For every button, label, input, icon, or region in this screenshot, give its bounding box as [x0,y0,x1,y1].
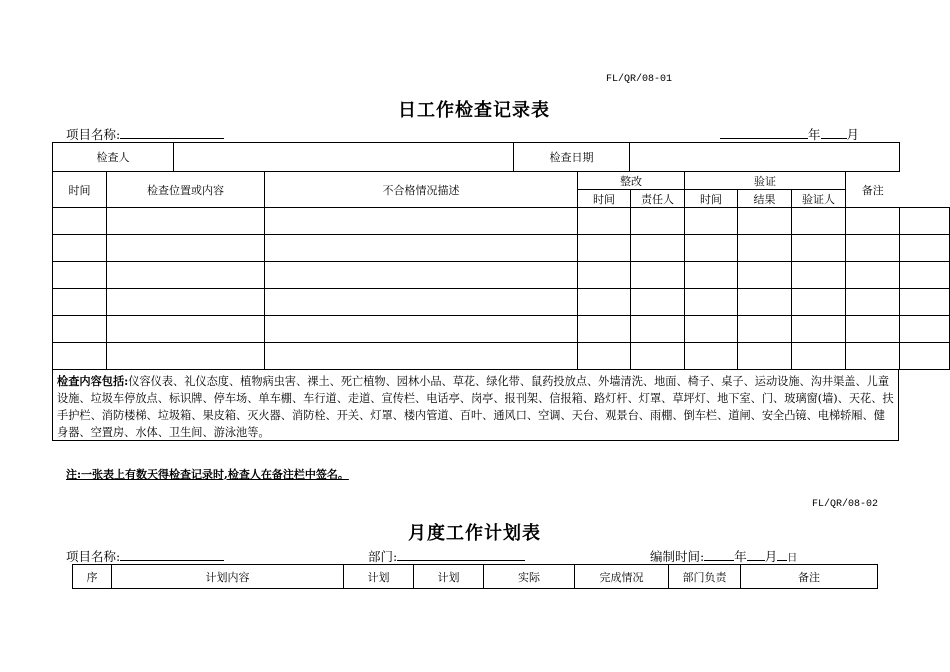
compile-month-label: 月 [764,549,778,564]
compile-day-label: 日 [787,553,798,564]
header-verify-time: 时间 [685,190,738,208]
table-cell[interactable] [578,289,631,316]
check-date-field[interactable] [630,143,900,172]
table-cell[interactable] [846,208,900,235]
table-cell[interactable] [53,262,107,289]
year-label: 年 [808,127,821,142]
form-code-1: FL/QR/08-01 [606,74,673,85]
table-cell[interactable] [846,289,900,316]
table-cell[interactable] [265,316,578,343]
table-cell[interactable] [900,262,950,289]
plan-table [72,564,878,589]
table-cell[interactable] [738,289,792,316]
table-cell[interactable] [578,235,631,262]
table-cell[interactable] [107,208,265,235]
table-cell[interactable] [53,343,107,370]
table-row [53,289,950,316]
month-label: 月 [846,127,860,142]
table-cell[interactable] [53,316,107,343]
header-responsible: 责任人 [631,190,685,208]
table-cell[interactable] [738,316,792,343]
table-cell[interactable] [900,235,950,262]
form-note: 注:一张表上有数天得检查记录时,检查人在备注栏中签名。 [66,468,349,481]
table-cell[interactable] [265,343,578,370]
table-cell[interactable] [900,208,950,235]
table-cell[interactable] [685,208,738,235]
table-cell[interactable] [53,289,107,316]
table-cell[interactable] [265,208,578,235]
compile-month-field[interactable] [747,548,765,561]
header-rectify: 整改 [578,172,685,190]
header-nonconform: 不合格情况描述 [265,172,578,208]
table-cell[interactable] [631,262,685,289]
table-row [53,316,950,343]
project-name-field[interactable] [120,126,224,139]
table-cell[interactable] [265,262,578,289]
project-name-label: 项目名称: [66,127,121,142]
header-verifier: 验证人 [792,190,846,208]
plan-header-dept-owner: 部门负责 [669,565,741,589]
table-cell[interactable] [265,235,578,262]
table-row [53,343,950,370]
table-cell[interactable] [792,208,846,235]
table-cell[interactable] [900,343,950,370]
header-location: 检查位置或内容 [107,172,265,208]
table-row [53,235,950,262]
dept-row [368,547,525,565]
check-date-label: 检查日期 [514,143,630,172]
inspector-label: 检查人 [53,143,174,172]
table-cell[interactable] [846,235,900,262]
header-rectify-time: 时间 [578,190,631,208]
project-name-field-2[interactable] [120,548,224,561]
year-field[interactable] [720,126,808,139]
header-remark: 备注 [846,172,900,208]
table-cell[interactable] [107,343,265,370]
table-cell[interactable] [107,262,265,289]
table-cell[interactable] [53,208,107,235]
table-cell[interactable] [631,235,685,262]
plan-header-plan-b: 计划 [414,565,484,589]
plan-header-plan-a: 计划 [344,565,414,589]
compile-day-field[interactable] [777,548,787,561]
table-cell[interactable] [738,235,792,262]
table-cell[interactable] [685,262,738,289]
table-cell[interactable] [792,316,846,343]
table-cell[interactable] [685,235,738,262]
table-cell[interactable] [107,316,265,343]
table-cell[interactable] [792,289,846,316]
table-cell[interactable] [685,289,738,316]
table-cell[interactable] [631,208,685,235]
inspector-field[interactable] [174,143,514,172]
table-cell[interactable] [900,289,950,316]
form-title-1: 日工作检查记录表 [398,100,550,121]
compile-time-row [650,547,797,565]
table-cell[interactable] [792,262,846,289]
table-cell[interactable] [578,316,631,343]
table-cell[interactable] [578,262,631,289]
plan-header-actual: 实际 [484,565,575,589]
plan-header-completion: 完成情况 [575,565,669,589]
table-cell[interactable] [900,316,950,343]
table-cell[interactable] [792,235,846,262]
compile-year-field[interactable] [704,548,734,561]
inspector-table [52,142,900,172]
inspection-table [52,171,950,370]
table-cell[interactable] [631,343,685,370]
table-cell[interactable] [685,316,738,343]
table-cell[interactable] [631,289,685,316]
plan-header-content: 计划内容 [112,565,344,589]
header-time: 时间 [53,172,107,208]
table-cell[interactable] [846,262,900,289]
table-cell[interactable] [738,343,792,370]
compile-time-label: 编制时间: [650,549,705,564]
table-cell[interactable] [846,316,900,343]
table-cell[interactable] [846,343,900,370]
form-title-2: 月度工作计划表 [408,523,541,544]
project-name-label-2: 项目名称: [66,549,121,564]
table-cell[interactable] [578,208,631,235]
content-items: 仪容仪表、礼仪态度、植物病虫害、裸土、死亡植物、园林小品、草花、绿化带、鼠药投放点、外墙清洗、地面、椅子、桌子、运动设施、沟井渠盖、儿童设施、垃圾车停放点、标识牌、停车场、单车棚、车行道、走道、宣传栏、电话亭、岗亭、报刊架、信报箱、路灯杆、灯罩、草坪灯、地下室、门、玻璃窗(墙)、天花、扶手护栏、消防楼梯、垃圾箱、果皮箱、灭火器、消防栓、开关、灯罩、楼内管道、百叶、通风口、空调、天台、观景台、雨棚、倒车栏、道闸、安全凸镜、电梯轿厢、健身器、空置房、水体、卫生间、游泳池等。 [57,375,894,439]
project-name-row-2 [66,547,224,565]
header-result: 结果 [738,190,792,208]
compile-year-label: 年 [734,549,747,564]
plan-header-seq: 序 [73,565,112,589]
header-verify: 验证 [685,172,846,190]
project-name-row-1 [66,125,224,143]
table-cell[interactable] [685,343,738,370]
plan-header-remark: 备注 [741,565,878,589]
table-cell[interactable] [107,235,265,262]
table-row [53,208,950,235]
dept-field[interactable] [397,548,525,561]
table-cell[interactable] [738,208,792,235]
content-box [52,369,899,441]
table-cell[interactable] [631,316,685,343]
table-cell[interactable] [578,343,631,370]
table-cell[interactable] [53,235,107,262]
table-cell[interactable] [265,289,578,316]
content-label: 检查内容包括: [57,374,129,388]
month-field[interactable] [821,126,847,139]
form-code-2: FL/QR/08-02 [812,499,879,510]
table-cell[interactable] [792,343,846,370]
table-cell[interactable] [107,289,265,316]
content-text [53,370,898,444]
table-row [53,262,950,289]
year-month-row-1 [720,125,859,143]
table-cell[interactable] [738,262,792,289]
dept-label: 部门: [368,549,398,564]
